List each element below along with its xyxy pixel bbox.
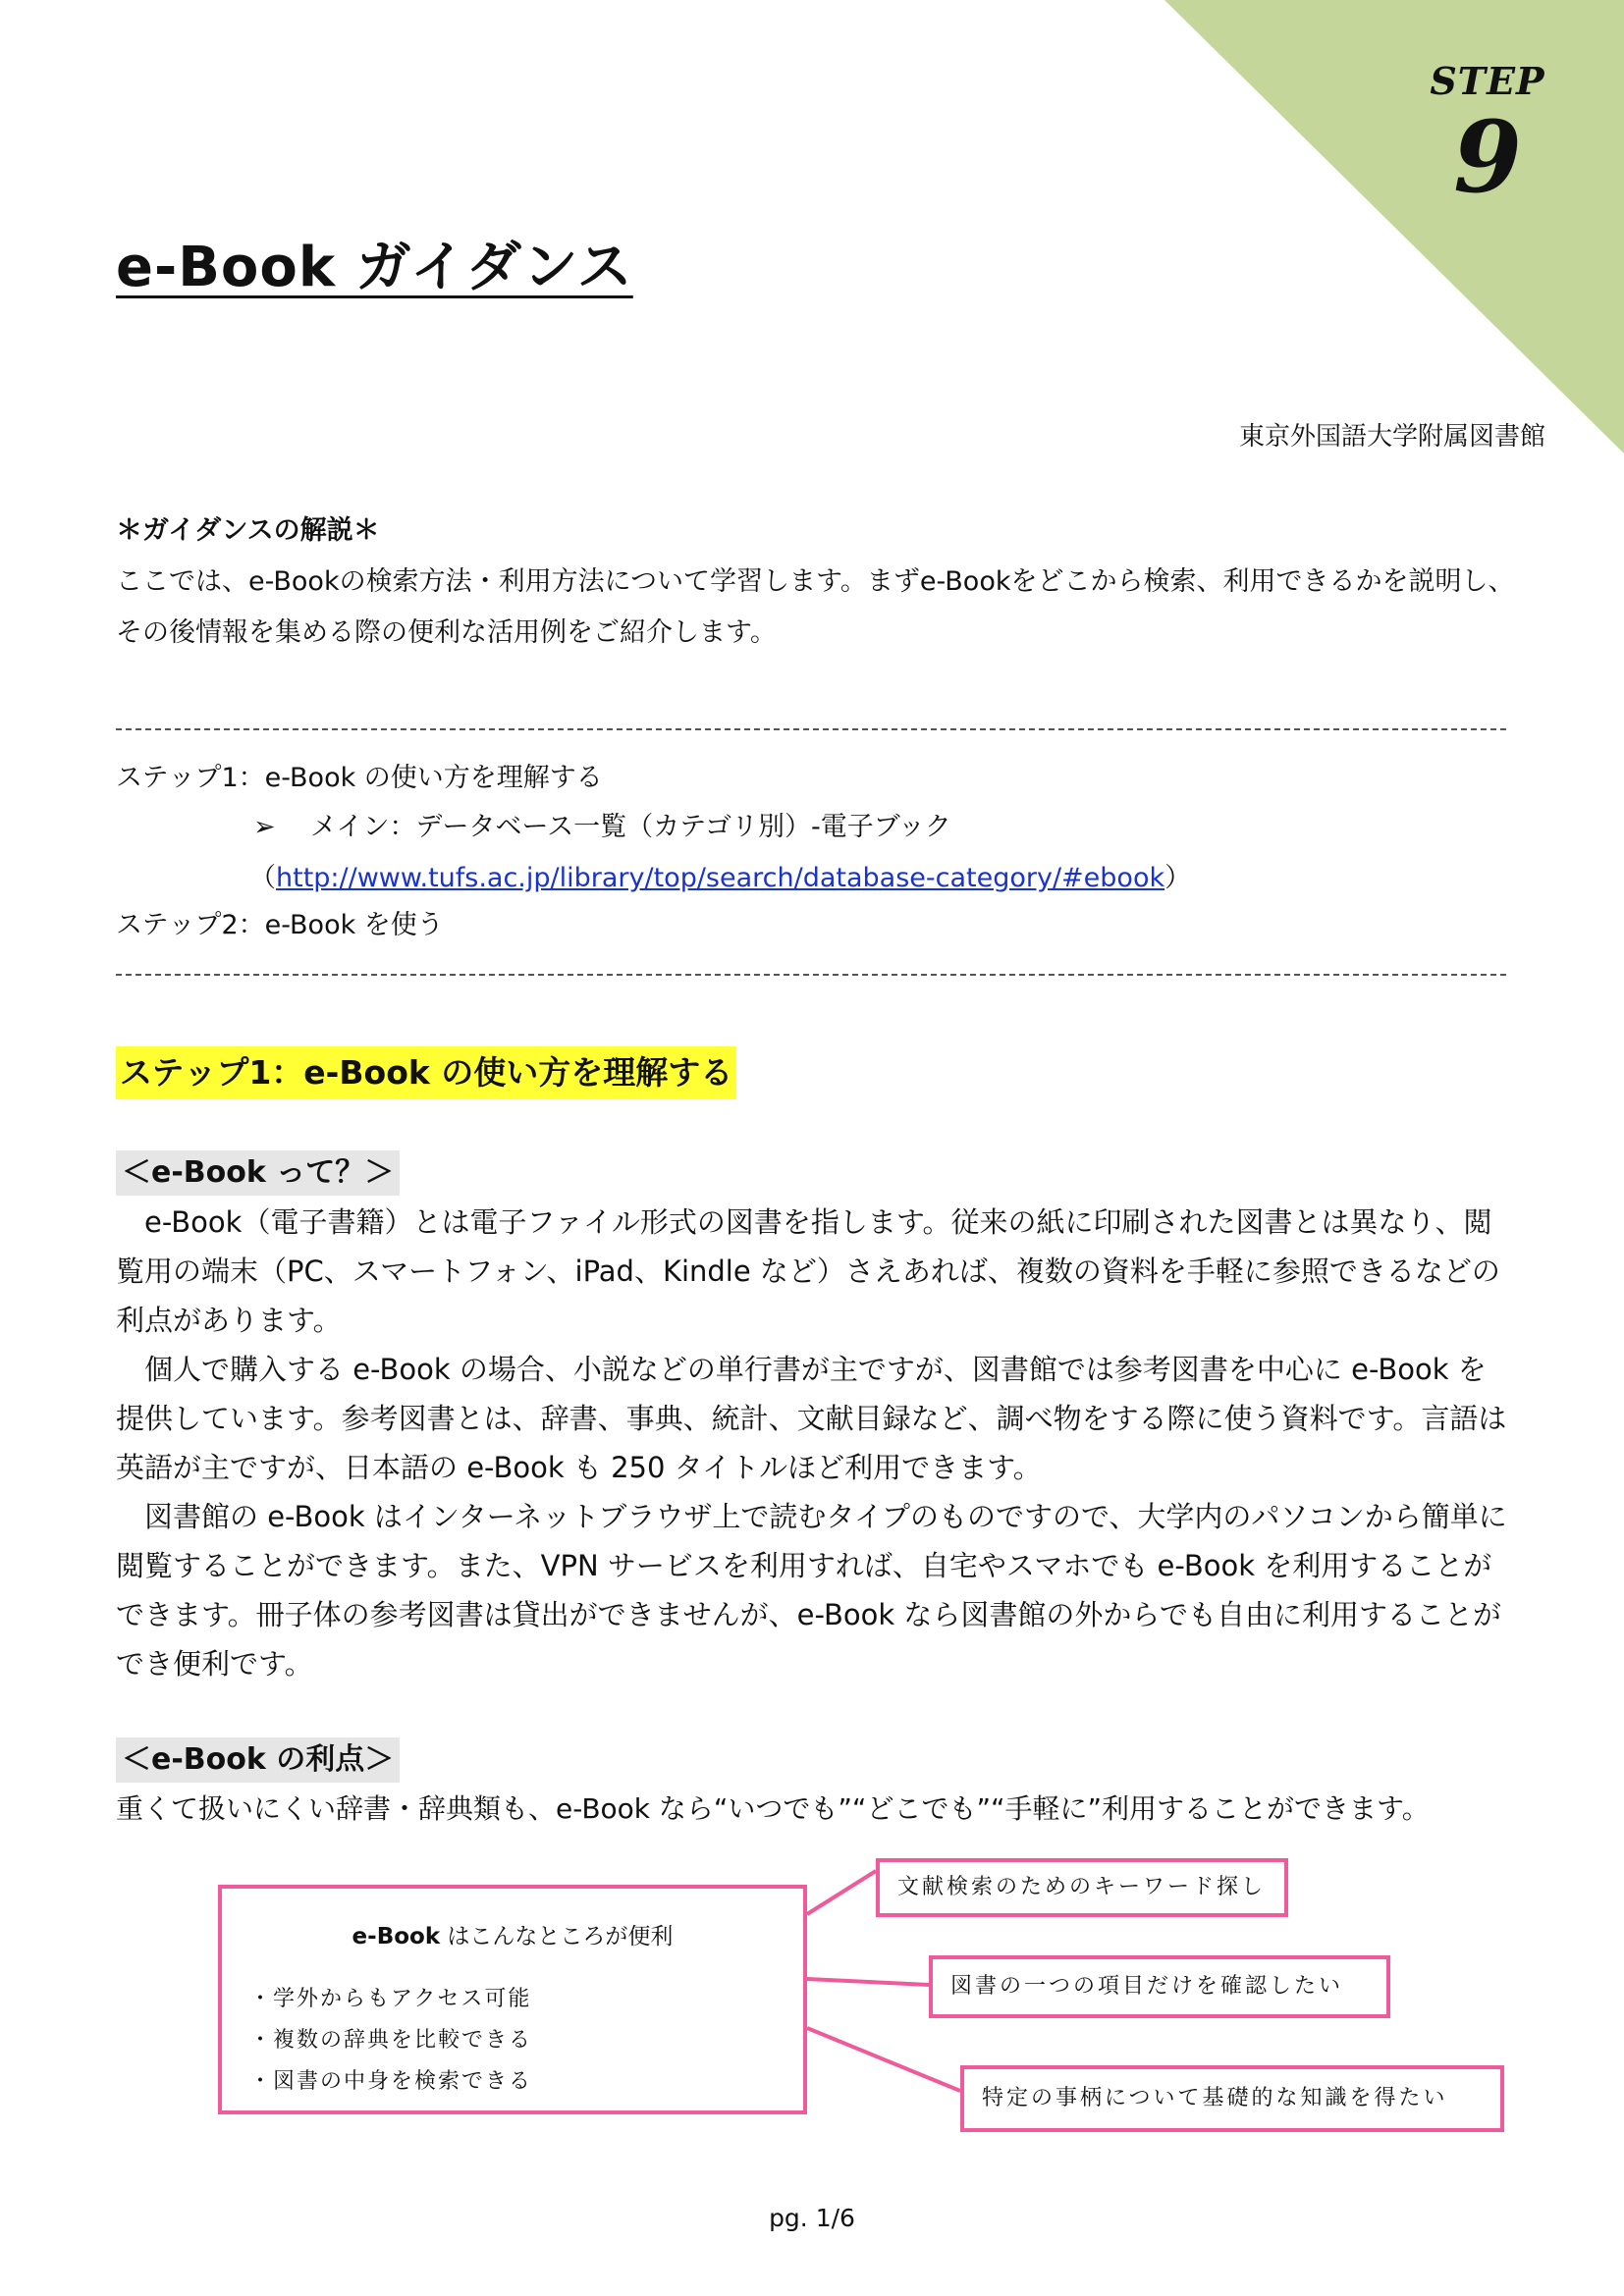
use-case-box-2 bbox=[929, 1955, 1390, 2018]
guidance-heading: ＊ガイダンスの解説＊ bbox=[116, 515, 380, 546]
benefits-list bbox=[249, 1979, 532, 2103]
what-paragraph-2: 個人で購入する e-Book の場合、小説などの単行書が主ですが、図書館では参考図書を中心に e-Book を提供しています。参考図書とは、辞書、事典、統計、文献目録など、調べ物をする際に使う資料です。言語は英語が主ですが、日本語の e-Book も 250 タイトルほど利用できます。 bbox=[116, 1353, 1507, 1484]
use-case-text-2: 図書の一つの項目だけを確認したい bbox=[950, 1974, 1344, 1999]
connector-line-2 bbox=[807, 1979, 929, 1985]
organization-name: 東京外国語大学附属図書館 bbox=[1238, 422, 1545, 452]
url-open-paren: （ bbox=[249, 863, 276, 893]
toc-step1: ステップ1：e-Book の使い方を理解する bbox=[116, 763, 603, 793]
step-number: 9 bbox=[1453, 99, 1522, 215]
toc-url-line bbox=[249, 854, 1191, 903]
connector-line-1 bbox=[807, 1871, 876, 1914]
use-case-box-3 bbox=[960, 2065, 1504, 2132]
divider-top bbox=[116, 728, 1506, 730]
benefits-box-heading bbox=[222, 1918, 803, 1950]
benefits-box bbox=[218, 1885, 807, 2114]
benefits-heading-jp: はこんなところが便利 bbox=[440, 1924, 674, 1949]
use-case-text-1: 文献検索のためのキーワード探し bbox=[897, 1875, 1267, 1899]
page-title: e-Book ガイダンス bbox=[116, 236, 633, 299]
list-item: ・図書の中身を検索できる bbox=[249, 2069, 533, 2094]
what-body bbox=[116, 1198, 1510, 1688]
list-item: ・学外からもアクセス可能 bbox=[249, 1987, 532, 2011]
merits-text: 重くて扱いにくい辞書・辞典類も、e-Book なら“いつでも”“どこでも”“手軽に”利用することができます。 bbox=[116, 1792, 1430, 1825]
what-paragraph-1: e-Book（電子書籍）とは電子ファイル形式の図書を指します。従来の紙に印刷された図書とは異なり、閲覧用の端末（PC、スマートフォン、iPad、Kindle など）さえあれば、複数の資料を手軽に参照できるなどの利点があります。 bbox=[116, 1205, 1500, 1337]
guidance-line-2: その後情報を集める際の便利な活用例をご紹介します。 bbox=[116, 617, 777, 648]
database-category-link[interactable]: http://www.tufs.ac.jp/library/top/search/database-category/#ebook bbox=[276, 863, 1165, 893]
benefits-heading-en: e-Book bbox=[352, 1924, 441, 1949]
divider-bottom bbox=[116, 974, 1506, 976]
toc-bullet-symbol: ➢ bbox=[253, 812, 276, 842]
merits-heading: ＜e-Book の利点＞ bbox=[116, 1737, 400, 1783]
what-paragraph-3: 図書館の e-Book はインターネットブラウザ上で読むタイプのものですので、大学内のパソコンから簡単に閲覧することができます。また、VPN サービスを利用すれば、自宅やスマホでも e-Book を利用することができます。冊子体の参考図書は貸出ができませんが、e-Book なら図書館の外からでも自由に利用することができ便利です。 bbox=[116, 1500, 1507, 1681]
connector-line-3 bbox=[807, 2028, 960, 2091]
page-number: pg. 1/6 bbox=[769, 2204, 855, 2232]
toc-step2: ステップ2：e-Book を使う bbox=[116, 910, 444, 940]
use-case-text-3: 特定の事柄について基礎的な知識を得たい bbox=[982, 2086, 1448, 2110]
use-case-box-1 bbox=[876, 1858, 1288, 1917]
toc-bullet: メイン：データベース一覧（カテゴリ別）-電子ブック bbox=[310, 812, 951, 842]
url-close-paren: ） bbox=[1164, 863, 1192, 893]
what-heading: ＜e-Book って？＞ bbox=[116, 1150, 400, 1196]
section-heading-step1: ステップ1：e-Book の使い方を理解する bbox=[116, 1046, 736, 1099]
step-label: STEP bbox=[1430, 59, 1545, 103]
guidance-line-1: ここでは、e-Bookの検索方法・利用方法について学習します。まずe-Bookをどこから検索、利用できるかを説明し、 bbox=[116, 566, 1515, 597]
list-item: ・複数の辞典を比較できる bbox=[249, 2028, 533, 2053]
